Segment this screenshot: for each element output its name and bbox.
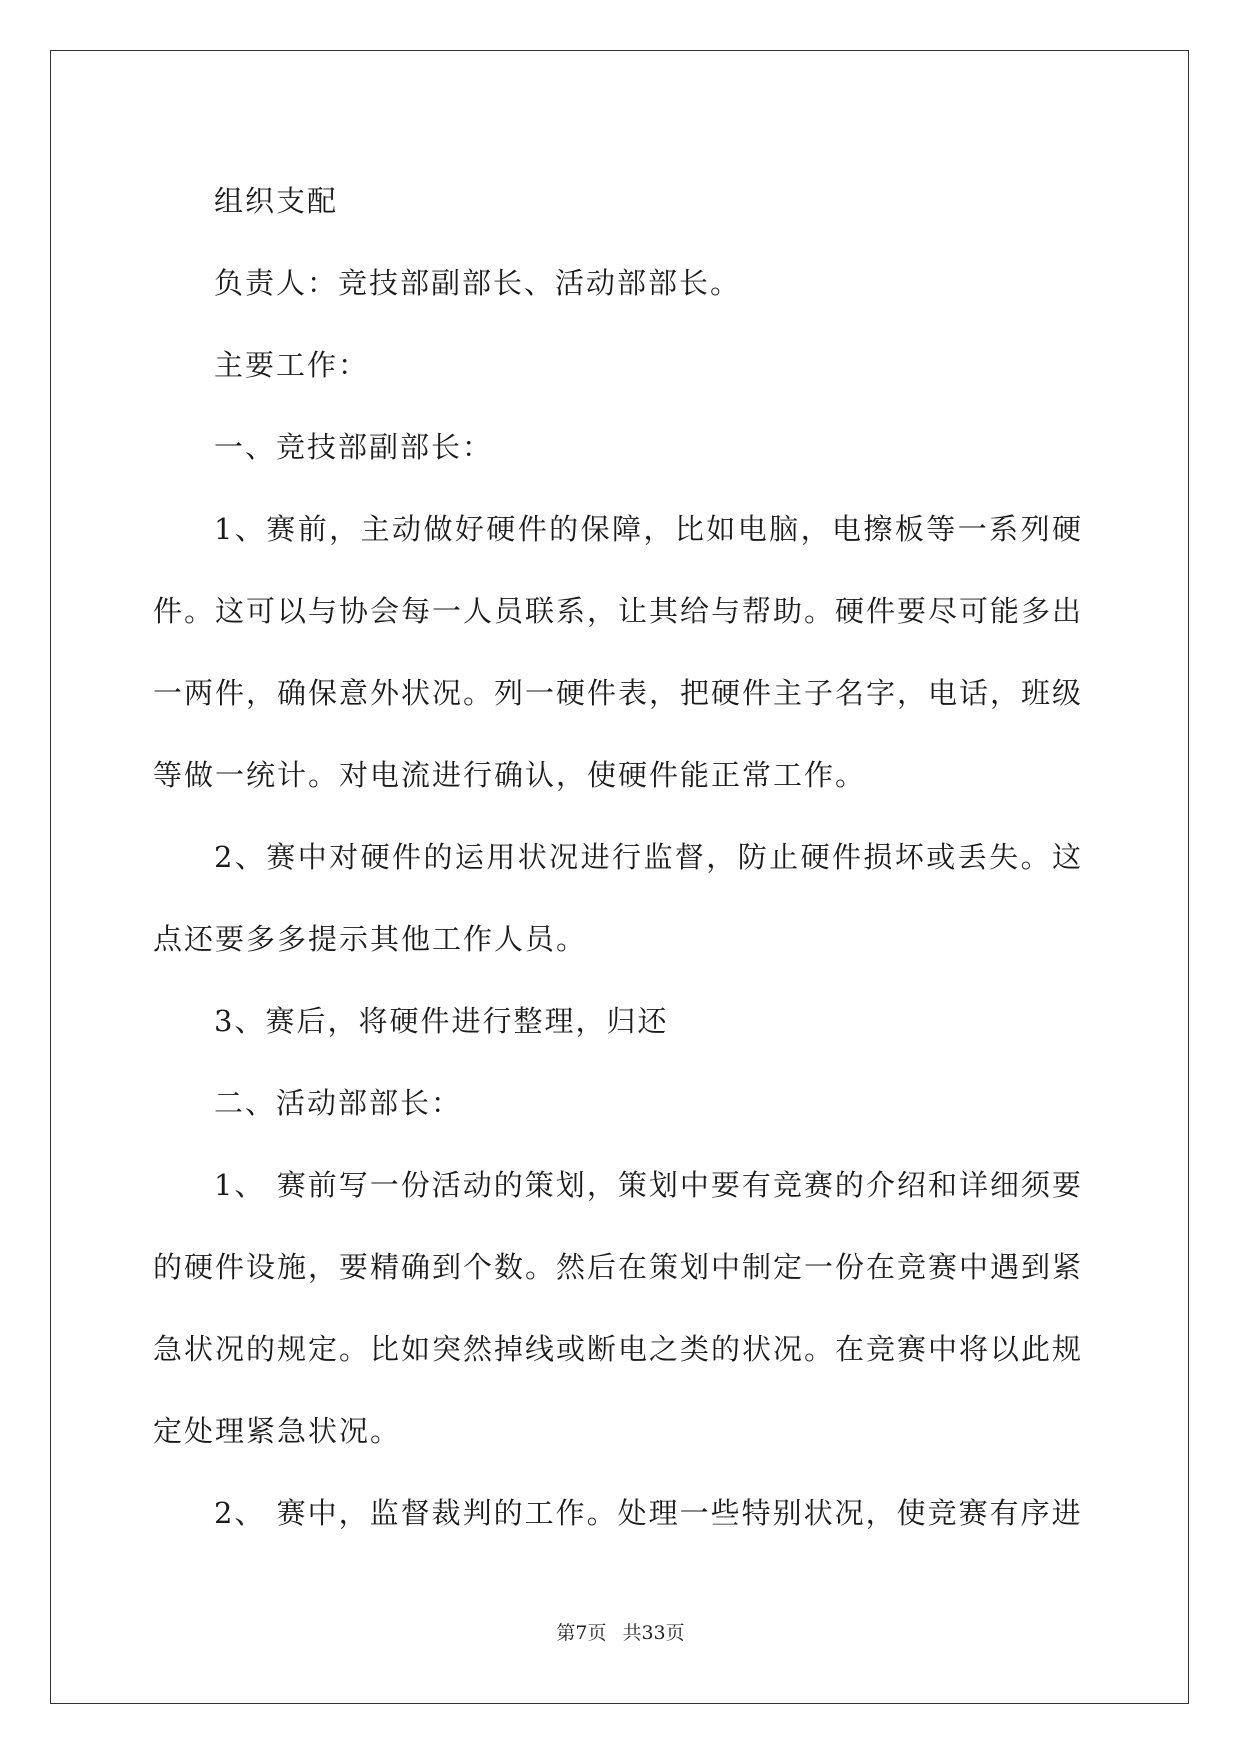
page-total: 共33页 — [622, 1622, 685, 1644]
page-number: 第7页 — [556, 1622, 607, 1644]
document-body — [153, 160, 1083, 1554]
paragraph: 二、活动部部长： — [214, 1086, 463, 1120]
paragraph: 3、赛后，将硬件进行整理，归还 — [214, 1004, 669, 1038]
paragraph: 2、 赛中，监督裁判的工作。处理一些特别状况，使竞赛有序进 — [214, 1496, 1083, 1530]
paragraph: 组织支配 — [214, 184, 339, 218]
paragraph: 1、 赛前写一份活动的策划，策划中要有竞赛的介绍和详细须要的硬件设施，要精确到个数。然后在策划中制定一份在竞赛中遇到紧急状况的规定。比如突然掉线或断电之类的状况。在竞赛中将以此规定处理紧急状况。 — [153, 1168, 1084, 1448]
paragraph: 2、赛中对硬件的运用状况进行监督，防止硬件损坏或丢失。这点还要多多提示其他工作人员。 — [153, 840, 1083, 956]
paragraph: 主要工作： — [214, 348, 370, 382]
paragraph: 1、赛前，主动做好硬件的保障，比如电脑，电擦板等一系列硬件。这可以与协会每一人员联系，让其给与帮助。硬件要尽可能多出一两件，确保意外状况。列一硬件表，把硬件主子名字，电话，班级等做一统计。对电流进行确认，使硬件能正常工作。 — [153, 512, 1084, 792]
paragraph: 一、竞技部副部长： — [214, 430, 494, 464]
page-footer — [0, 1618, 1241, 1645]
paragraph: 负责人：竞技部副部长、活动部部长。 — [214, 266, 742, 300]
